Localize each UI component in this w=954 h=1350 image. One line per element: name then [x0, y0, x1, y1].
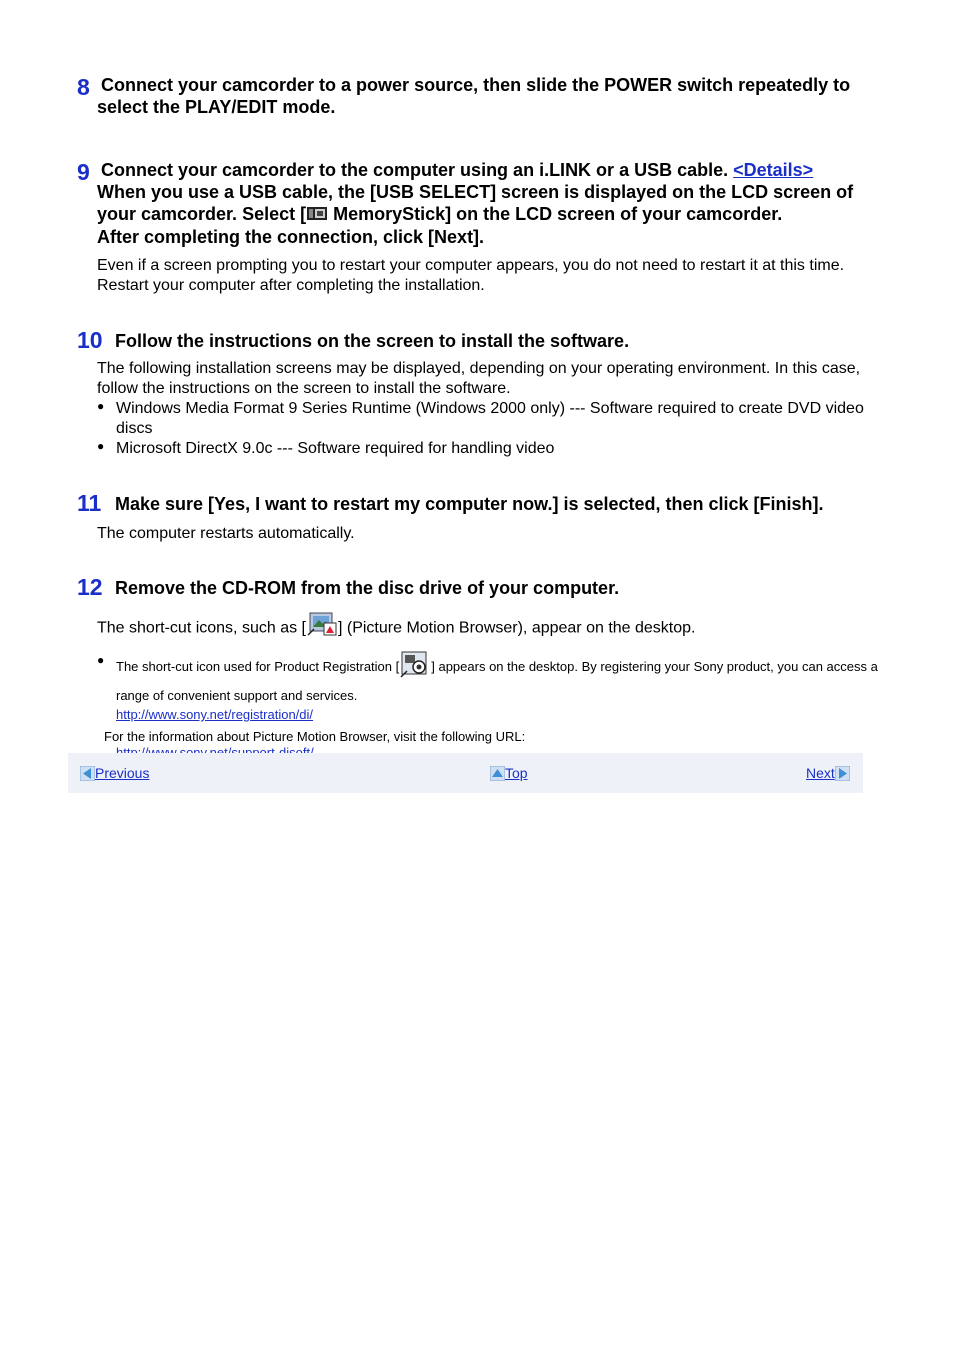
next-label: Next	[806, 765, 835, 781]
step-body: The following installation screens may be displayed, depending on your operating environment. In this case, follow the instructions on the screen to install the software.	[97, 360, 861, 397]
list-item-text: Windows Media Format 9 Series Runtime (Windows 2000 only) --- Software required to create DVD video discs	[116, 400, 864, 437]
bullet-dot: ●	[97, 439, 105, 453]
bullet-dot: ●	[97, 399, 105, 413]
step-body-part2: ] (Picture Motion Browser), appear on the desktop.	[337, 619, 696, 637]
details-link[interactable]: <Details>	[733, 160, 814, 180]
top-label: Top	[505, 765, 528, 781]
note-text	[116, 650, 887, 707]
previous-link[interactable]	[80, 764, 149, 782]
navigation-bar	[68, 753, 863, 793]
step-heading: Connect your camcorder to a power source, then slide the POWER switch repeatedly to select the PLAY/EDIT mode.	[97, 75, 851, 117]
note-text-part1: The short-cut icon used for Product Registration [	[116, 658, 400, 674]
step-8	[77, 74, 887, 118]
step-body: Even if a screen prompting you to restart your computer appears, you do not need to restart it at this time. Restart your computer after completing the installation.	[97, 257, 845, 295]
note-list	[77, 650, 887, 723]
picture-motion-browser-icon	[306, 609, 338, 648]
arrow-right-icon	[835, 766, 850, 781]
registration-link[interactable]: http://www.sony.net/registration/di/	[116, 707, 314, 722]
top-link[interactable]	[490, 764, 528, 782]
step-heading: Follow the instructions on the screen to install the software.	[115, 331, 630, 351]
step-10	[77, 327, 887, 459]
info-text: For the information about Picture Motion Browser, visit the following URL:	[104, 729, 526, 744]
bullet-list	[77, 399, 887, 459]
product-registration-icon	[399, 650, 431, 685]
step-number: 11	[77, 490, 102, 516]
list-item	[97, 650, 887, 723]
arrow-up-icon	[490, 766, 505, 781]
memory-stick-icon	[306, 204, 328, 226]
step-heading-part1: Connect your camcorder to the computer using an i.LINK or a USB cable.	[101, 160, 729, 180]
step-12	[77, 574, 887, 761]
step-number: 10	[77, 327, 103, 353]
arrow-left-icon	[80, 766, 95, 781]
step-body: The computer restarts automatically.	[97, 525, 355, 542]
step-number: 12	[77, 574, 103, 600]
step-heading-part3: After completing the connection, click [Next].	[97, 227, 485, 248]
note-text-part2: ] appears on the desktop. By registering your Sony product, you can access a range of convenient support and services.	[116, 658, 878, 703]
step-heading-part2: When you use a USB cable, the [USB SELECT] screen is displayed on the LCD screen of your camcorder. Select [	[97, 182, 854, 224]
step-11	[77, 490, 887, 544]
step-body	[77, 609, 887, 648]
step-heading	[77, 159, 887, 248]
previous-label: Previous	[95, 765, 150, 781]
step-body-part1: The short-cut icons, such as [	[97, 619, 306, 637]
step-9	[77, 159, 887, 296]
list-item-text: Microsoft DirectX 9.0c --- Software required for handling video	[116, 440, 555, 457]
step-heading-part2b: MemoryStick] on the LCD screen of your camcorder.	[328, 204, 783, 224]
step-number: 9	[77, 159, 90, 185]
list-item	[97, 439, 887, 459]
bullet-dot: ●	[97, 653, 105, 667]
next-link[interactable]	[806, 764, 850, 782]
step-heading: Make sure [Yes, I want to restart my computer now.] is selected, then click [Finish].	[115, 494, 824, 514]
step-number: 8	[77, 74, 90, 100]
step-heading: Remove the CD-ROM from the disc drive of your computer.	[115, 578, 620, 598]
list-item	[97, 399, 887, 439]
